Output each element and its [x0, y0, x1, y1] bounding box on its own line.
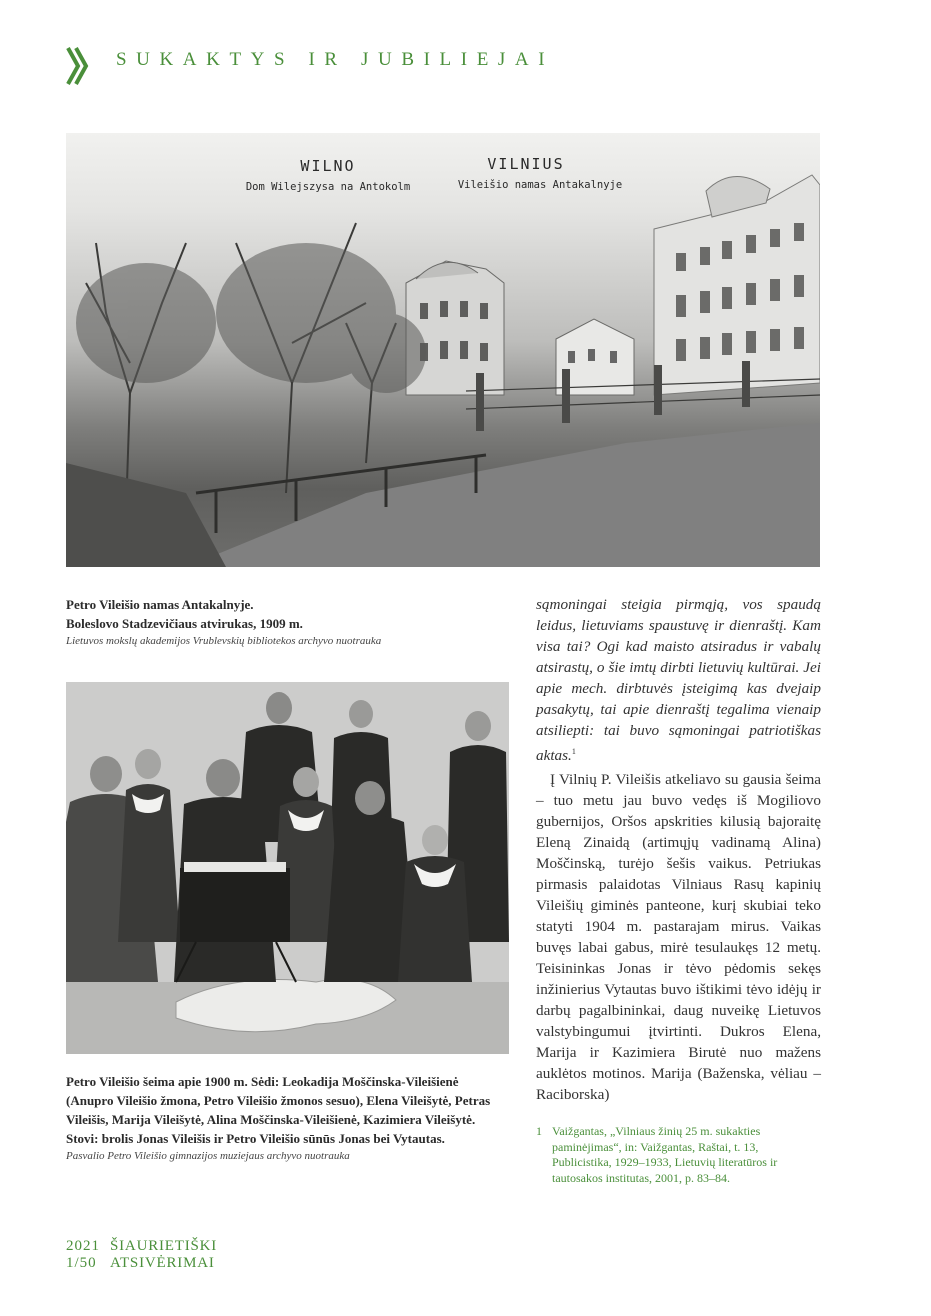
quote-paragraph: [536, 594, 821, 766]
postcard-photo: [66, 133, 820, 567]
footnote: [536, 1124, 821, 1186]
caption-postcard-line1: Petro Vileišio namas Antakalnyje.: [66, 597, 254, 612]
postcard-label-left-sub: Dom Wilejszysa na Antokolm: [245, 181, 411, 193]
body-paragraph: Į Vilnių P. Vileišis atkeliavo su gausia šeima – tuo metu jau buvo vedęs iš Mogiliovo gubernijos, Oršos apskrities kilusią bajoraitę Eleną Zinaidą (artimųjų vadinamą Alina) Moščinską, turėjo šešis vaikus. Petriukas pirmasis palaidotas Vilniaus Rasų kapinių Vileišių giminės panteone, kurį skubiai teko statyti 1904 m. pastarajam mirus. Vaikas buvęs labai gabus, mirė tesulaukęs 12 metų. Teisininkas Jonas ir tėvo pėdomis sekęs inžinierius Vytautas buvo ištikimi tėvo idėjų ir darbų pagalbininkai, daug nuveikę Lietuvos valstybingumui įtvirtinti. Dukros Elena, Marija ir Kazimiera Birutė nuo mažens auklėtos motinos. Marija (Baženska, vėliau – Raciborska): [536, 771, 821, 1103]
quote-footnote-ref: 1: [571, 747, 576, 756]
footer-issue: 1/50: [66, 1255, 97, 1271]
postcard-label-right-sub: Vileišio namas Antakalnyje: [457, 179, 623, 191]
family-photo: [66, 682, 509, 1054]
footnote-number: 1: [536, 1124, 542, 1138]
table: [180, 868, 290, 942]
double-chevron-right-icon: [66, 44, 90, 88]
page-footer: [66, 1238, 217, 1272]
section-title: SUKAKTYS IR JUBILIEJAI: [116, 49, 555, 70]
caption-postcard-credit: Lietuvos mokslų akademijos Vrublevskių bibliotekos archyvo nuotrauka: [66, 635, 382, 647]
footer-magazine-line1: ŠIAURIETIŠKI: [110, 1238, 218, 1254]
postcard-label-left-title: WILNO: [300, 157, 356, 175]
road: [186, 423, 820, 567]
caption-postcard: [66, 595, 506, 650]
villa-building: [406, 261, 504, 395]
caption-postcard-line2: Boleslovo Stadzevičiaus atvirukas, 1909 m.: [66, 616, 303, 631]
footer-magazine-line2: ATSIVĖRIMAI: [110, 1255, 215, 1271]
postcard-label-right-title: VILNIUS: [487, 155, 565, 173]
footer-year: 2021: [66, 1238, 100, 1254]
footnote-text: Vaižgantas, „Vilniaus žinių 25 m. sukakties paminėjimas“, in: Vaižgantas, Raštai, t. 13, Publicistika, 1929–1933, Lietuvių literatūros ir tautosakos institutas, 2001, p. 83–84.: [552, 1124, 778, 1185]
quote-text: sąmoningai steigia pirmąją, vos spaudą leidus, lietuviams spaustuvę ir dienraštį. Kam visa tai? Ogi kad maisto atsiradus ir vabalų atsirastų, o šie imtų dirbti lietuvių kultūrai. Jei apie mech. dirbtuvės įsteigimą kas dvejaip pasakytų, tai apie dienraštį tegalima vienaip atsiliepti: tai buvo sąmoningai patriotiškas aktas.: [536, 596, 821, 764]
caption-family: [66, 1072, 506, 1165]
caption-family-credit: Pasvalio Petro Vileišio gimnazijos muziejaus archyvo nuotrauka: [66, 1150, 350, 1162]
caption-family-text: Petro Vileišio šeima apie 1900 m. Sėdi: Leokadija Moščinska-Vileišienė (Anupro Vileišio žmona, Petro Vileišio žmonos sesuo), Elena Vileišytė, Petras Vileišis, Marija Vileišytė, Alina Moščinska-Vileišienė, Kazimiera Vileišytė. Stovi: brolis Jonas Vileišis ir Petro Vileišio sūnūs Jonas bei Vytautas.: [66, 1074, 491, 1146]
